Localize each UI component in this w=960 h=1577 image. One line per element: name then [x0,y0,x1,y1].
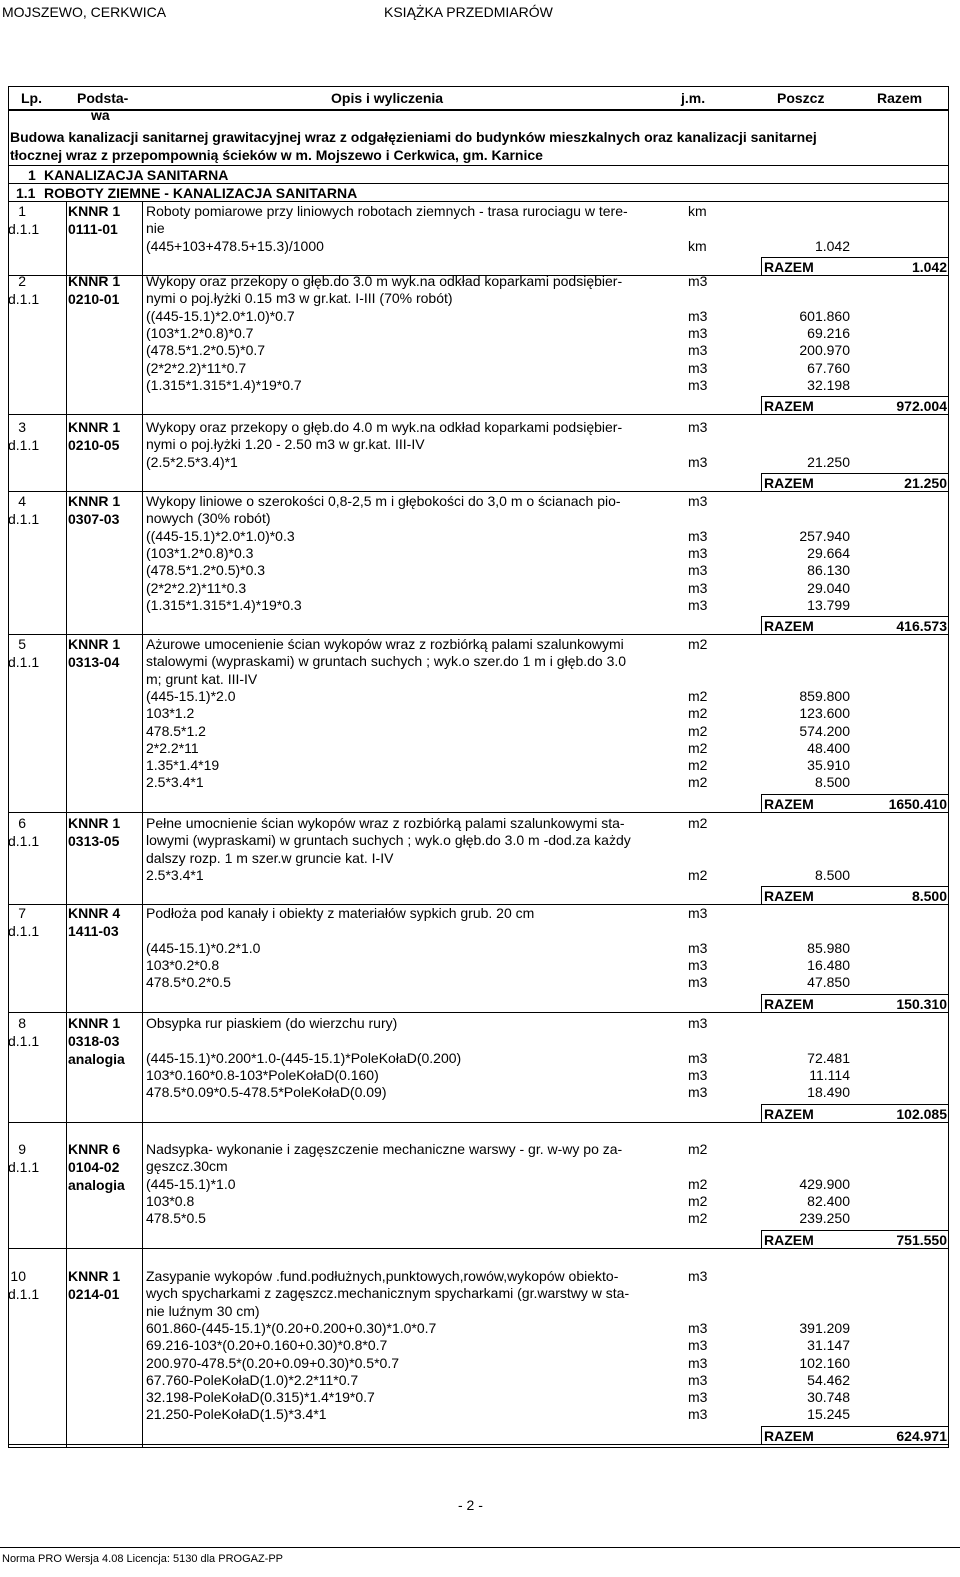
calc-formula: (445-15.1)*0.200*1.0-(445-15.1)*PoleKołaD(0.200) [146,1049,462,1066]
calc-value: 18.490 [807,1084,850,1101]
calc-value: 257.940 [799,527,850,544]
razem-row [761,616,949,635]
calc-formula: (2.5*2.5*3.4)*1 [146,453,238,470]
section-number: 1 [28,167,36,183]
calc-unit: m2 [688,1192,708,1209]
header-center: KSIĄŻKA PRZEDMIARÓW [384,4,553,20]
calc-formula: 69.216-103*(0.20+0.160+0.30)*0.8*0.7 [146,1337,388,1354]
calc-value: 31.147 [807,1337,850,1354]
project-title-line2: tłocznej wraz z przepompownią ścieków w m. Mojszewo i Cerkwica, gm. Karnice [10,147,543,163]
item-description: stalowymi (wypraskami) w gruntach suchych ; wyk.o szer.do 1 m i głęb.do 3.0 [146,653,627,670]
item-description: dalszy rozp. 1 m szer.w gruncie kat. I-IV [146,849,394,866]
razem-row [761,257,949,276]
item-number: 3 [18,419,26,435]
calc-value: 391.209 [799,1319,850,1336]
calc-value: 239.250 [799,1210,850,1227]
calc-value: 30.748 [807,1389,850,1406]
calc-unit: m3 [688,1389,708,1406]
calc-formula: (2*2*2.2)*11*0.7 [146,359,247,376]
calc-value: 82.400 [807,1192,850,1209]
item-ref: d.1.1 [8,1033,40,1049]
calc-value: 69.216 [807,324,850,341]
calc-unit: m3 [688,1066,708,1083]
calc-value: 21.250 [807,453,850,470]
calc-unit: m3 [688,527,708,544]
item-description: Obsypka rur piaskiem (do wierzchu rury) [146,1015,398,1031]
item-ref: d.1.1 [8,221,40,237]
item-catalog: KNNR 1 [68,419,121,435]
item-description: Wykopy liniowe o szerokości 0,8-2,5 m i głębokości do 3,0 m o ścianach pio- [146,493,621,509]
razem-row [761,396,949,415]
calc-formula: (103*1.2*0.8)*0.7 [146,324,254,341]
calc-formula: (1.315*1.315*1.4)*19*0.7 [146,376,302,393]
calc-value: 54.462 [807,1371,850,1388]
calc-unit: m3 [688,1319,708,1336]
razem-label: RAZEM [764,888,814,905]
calc-unit: m3 [688,453,708,470]
razem-row [761,1104,949,1123]
calc-value: 1.042 [814,237,850,254]
subsection-name: ROBOTY ZIEMNE - KANALIZACJA SANITARNA [44,185,358,201]
item-code: 0313-04 [68,654,120,670]
col-razem: Razem [877,90,923,106]
item-unit: m3 [688,419,708,435]
calc-formula: 103*0.8 [146,1192,195,1209]
item-unit: m2 [688,1141,708,1157]
item-unit: m3 [688,905,708,921]
calc-value: 102.160 [799,1354,850,1371]
item-code: 0104-02 [68,1159,120,1175]
item-description: nie luźnym 30 cm) [146,1302,260,1319]
calc-formula: ((445-15.1)*2.0*1.0)*0.3 [146,527,295,544]
item-code: 0313-05 [68,833,120,849]
calc-formula: 601.860-(445-15.1)*(0.20+0.200+0.30)*1.0*0.7 [146,1319,437,1336]
calc-unit: m3 [688,596,708,613]
project-title-line1: Budowa kanalizacji sanitarnej grawitacyjnej wraz z odgałęzieniami do budynków mieszkalnych oraz kanalizacji sanitarnej [10,129,817,145]
calc-unit: m3 [688,359,708,376]
calc-value: 13.799 [807,596,850,613]
calc-unit: m3 [688,1049,708,1066]
item-unit: m3 [688,273,708,289]
calc-formula: (1.315*1.315*1.4)*19*0.3 [146,596,302,613]
calc-value: 601.860 [799,307,850,324]
calc-unit: m3 [688,956,708,973]
item-number: 2 [18,273,26,289]
footer-text: Norma PRO Wersja 4.08 Licencja: 5130 dla PROGAZ-PP [2,1553,284,1565]
razem-label: RAZEM [764,795,814,812]
item-number: 9 [18,1141,26,1157]
calc-formula: (445-15.1)*2.0 [146,687,236,704]
razem-value: 972.004 [896,398,947,415]
col-divider [66,201,67,1447]
item-description: Nadsypka- wykonanie i zagęszczenie mechaniczne warswy - gr. w-wy po za- [146,1141,623,1157]
item-description: Pełne umocnienie ścian wykopów wraz z rozbiórką palami szalunkowymi sta- [146,815,625,831]
razem-label: RAZEM [764,995,814,1012]
calc-formula: (103*1.2*0.8)*0.3 [146,544,254,561]
item-code: 0210-05 [68,437,120,453]
item-ref: d.1.1 [8,654,40,670]
item-ref: d.1.1 [8,1159,40,1175]
col-podstawa: Podsta- [77,90,129,106]
calc-unit: m2 [688,757,708,774]
calc-unit: m3 [688,579,708,596]
calc-value: 15.245 [807,1406,850,1423]
col-poszcz: Poszcz [777,90,825,106]
calc-value: 47.850 [807,974,850,991]
calc-formula: 2.5*3.4*1 [146,866,204,883]
razem-label: RAZEM [764,474,814,491]
calc-formula: 478.5*1.2 [146,722,206,739]
item-code: 0111-01 [68,221,118,237]
item-unit: m3 [688,493,708,509]
razem-row [761,1230,949,1249]
calc-formula: (445+103+478.5+15.3)/1000 [146,237,324,254]
item-divider [8,491,949,492]
calc-unit: m3 [688,1406,708,1423]
calc-formula: 103*0.160*0.8-103*PoleKołaD(0.160) [146,1066,379,1083]
calc-formula: 2*2.2*11 [146,739,199,756]
item-description: Ażurowe umocenienie ścian wykopów wraz z rozbiórką palami szalunkowymi [146,636,624,652]
calc-value: 85.980 [807,939,850,956]
item-divider [8,1444,949,1445]
item-divider [8,1248,949,1249]
item-number: 6 [18,815,26,831]
calc-value: 859.800 [799,687,850,704]
calc-value: 123.600 [799,705,850,722]
item-catalog: KNNR 6 [68,1141,121,1157]
row-divider [8,183,949,184]
razem-row [761,994,949,1013]
calc-formula: 21.250-PoleKołaD(1.5)*3.4*1 [146,1406,327,1423]
item-catalog: KNNR 1 [68,1268,121,1284]
calc-value: 429.900 [799,1175,850,1192]
item-description: gęszcz.30cm [146,1158,228,1175]
calc-formula: 2.5*3.4*1 [146,774,204,791]
calc-formula: (478.5*1.2*0.5)*0.7 [146,342,266,359]
calc-unit: m2 [688,722,708,739]
calc-value: 48.400 [807,739,850,756]
item-number: 8 [18,1015,26,1031]
calc-unit: m3 [688,544,708,561]
item-description: Wykopy oraz przekopy o głęb.do 3.0 m wyk.na odkład koparkami podsiębier- [146,273,623,289]
calc-unit: m3 [688,1337,708,1354]
calc-unit: m3 [688,376,708,393]
item-catalog: KNNR 1 [68,636,121,652]
calc-value: 35.910 [807,757,850,774]
item-unit: m2 [688,815,708,831]
item-description: Roboty pomiarowe przy liniowych robotach ziemnych - trasa rurociagu w tere- [146,203,628,219]
calc-unit: m2 [688,739,708,756]
calc-unit: m3 [688,307,708,324]
calc-unit: m2 [688,687,708,704]
razem-label: RAZEM [764,258,814,275]
item-divider [8,1122,949,1123]
razem-value: 21.250 [904,474,947,491]
calc-formula: ((445-15.1)*2.0*1.0)*0.7 [146,307,295,324]
col-lp: Lp. [21,90,42,106]
item-unit: m3 [688,1268,708,1284]
calc-unit: m3 [688,1354,708,1371]
item-ref: d.1.1 [8,833,40,849]
item-divider [8,414,949,415]
calc-unit: m3 [688,974,708,991]
calc-unit: m3 [688,324,708,341]
item-number: 7 [18,905,26,921]
calc-value: 11.114 [809,1066,850,1083]
item-description: Wykopy oraz przekopy o głęb.do 4.0 m wyk.na odkład koparkami podsiębier- [146,419,623,435]
razem-value: 8.500 [911,888,947,905]
razem-label: RAZEM [764,1105,814,1122]
razem-value: 624.971 [896,1427,947,1444]
item-catalog: KNNR 1 [68,1015,121,1031]
calc-unit: m2 [688,705,708,722]
calc-unit: m3 [688,342,708,359]
item-code: 1411-03 [68,923,119,939]
calc-formula: (2*2*2.2)*11*0.3 [146,579,247,596]
calc-value: 8.500 [814,866,850,883]
calc-formula: 103*0.2*0.8 [146,956,220,973]
header-left: MOJSZEWO, CERKWICA [2,4,167,20]
calc-formula: 478.5*0.2*0.5 [146,974,231,991]
col-opis: Opis i wyliczenia [331,90,444,106]
calc-formula: 1.35*1.4*19 [146,757,220,774]
row-divider [8,165,949,166]
razem-row [761,473,949,492]
item-description: nymi o poj.łyżki 1.20 - 2.50 m3 w gr.kat. III-IV [146,436,425,453]
item-number: 1 [18,203,26,219]
calc-unit: m3 [688,1371,708,1388]
item-description: nowych (30% robót) [146,510,271,527]
item-catalog: KNNR 1 [68,815,121,831]
item-unit: m2 [688,636,708,652]
calc-unit: km [688,237,707,254]
calc-value: 29.664 [807,544,850,561]
calc-formula: (478.5*1.2*0.5)*0.3 [146,562,266,579]
section-name: KANALIZACJA SANITARNA [44,167,229,183]
item-description: wych spycharkami z zagęszcz.mechanicznym spycharkami (gr.warstwy w sta- [146,1285,630,1302]
item-description: Zasypanie wykopów .fund.podłużnych,punktowych,rowów,wykopów obiekto- [146,1268,619,1284]
razem-row [761,794,949,813]
subsection-number: 1.1 [16,185,36,201]
col-divider [142,201,143,1447]
razem-row [761,1426,949,1445]
item-ref: d.1.1 [8,923,40,939]
item-description: nie [146,220,165,237]
footer-divider [0,1547,960,1548]
item-ref: d.1.1 [8,511,40,527]
razem-value: 1.042 [911,258,947,275]
razem-label: RAZEM [764,398,814,415]
item-code: 0307-03 [68,511,120,527]
item-catalog: KNNR 1 [68,203,121,219]
calc-formula: 67.760-PoleKołaD(1.0)*2.2*11*0.7 [146,1371,359,1388]
calc-value: 72.481 [807,1049,850,1066]
item-code: 0318-03 [68,1033,120,1049]
item-divider [8,634,949,635]
calc-unit: m2 [688,866,708,883]
row-divider [8,201,949,202]
item-number: 4 [18,493,26,509]
calc-formula: 478.5*0.09*0.5-478.5*PoleKołaD(0.09) [146,1084,387,1101]
calc-unit: m2 [688,1175,708,1192]
item-code: 0210-01 [68,291,120,307]
item-divider [8,812,949,813]
calc-value: 200.970 [799,342,850,359]
razem-value: 751.550 [896,1231,947,1248]
calc-unit: m2 [688,774,708,791]
col-podstawa-2: wa [91,107,110,123]
calc-formula: (445-15.1)*1.0 [146,1175,236,1192]
item-catalog: KNNR 4 [68,905,121,921]
razem-row [761,886,949,905]
razem-label: RAZEM [764,1427,814,1444]
column-header-row [8,86,949,123]
item-number: 5 [18,636,26,652]
item-unit: km [688,203,707,219]
item-ref: d.1.1 [8,437,40,453]
razem-label: RAZEM [764,1231,814,1248]
calc-value: 574.200 [799,722,850,739]
item-description: Podłoża pod kanały i obiekty z materiałów sypkich grub. 20 cm [146,905,535,921]
calc-formula: 200.970-478.5*(0.20+0.09+0.30)*0.5*0.7 [146,1354,399,1371]
item-description: lowymi (wypraskami) w gruntach suchych ; wyk.o głęb.do 3.0 m -dod.za każdy [146,832,631,849]
item-catalog: KNNR 1 [68,273,121,289]
razem-value: 1650.410 [888,795,947,812]
item-number: 10 [10,1268,26,1284]
item-ref: d.1.1 [8,1286,40,1302]
item-description: nymi o poj.łyżki 0.15 m3 w gr.kat. I-III (70% robót) [146,290,453,307]
header-divider [8,110,949,111]
calc-value: 29.040 [807,579,850,596]
calc-formula: 478.5*0.5 [146,1210,206,1227]
calc-value: 86.130 [807,562,850,579]
calc-unit: m3 [688,562,708,579]
calc-value: 8.500 [814,774,850,791]
calc-formula: 103*1.2 [146,705,195,722]
calc-value: 16.480 [807,956,850,973]
item-unit: m3 [688,1015,708,1031]
item-description: m; grunt kat. III-IV [146,670,258,687]
item-code-note: analogia [68,1051,125,1067]
calc-unit: m3 [688,1084,708,1101]
calc-value: 67.760 [807,359,850,376]
calc-value: 32.198 [807,376,850,393]
item-code-note: analogia [68,1177,125,1193]
calc-formula: (445-15.1)*0.2*1.0 [146,939,261,956]
razem-value: 416.573 [896,618,947,635]
item-ref: d.1.1 [8,291,40,307]
calc-unit: m3 [688,939,708,956]
calc-formula: 32.198-PoleKołaD(0.315)*1.4*19*0.7 [146,1389,375,1406]
razem-value: 150.310 [896,995,947,1012]
item-catalog: KNNR 1 [68,493,121,509]
item-divider [8,1012,949,1013]
razem-label: RAZEM [764,618,814,635]
col-jm: j.m. [681,90,706,106]
calc-unit: m2 [688,1210,708,1227]
razem-value: 102.085 [896,1105,947,1122]
item-code: 0214-01 [68,1286,120,1302]
page-number: - 2 - [458,1497,483,1513]
